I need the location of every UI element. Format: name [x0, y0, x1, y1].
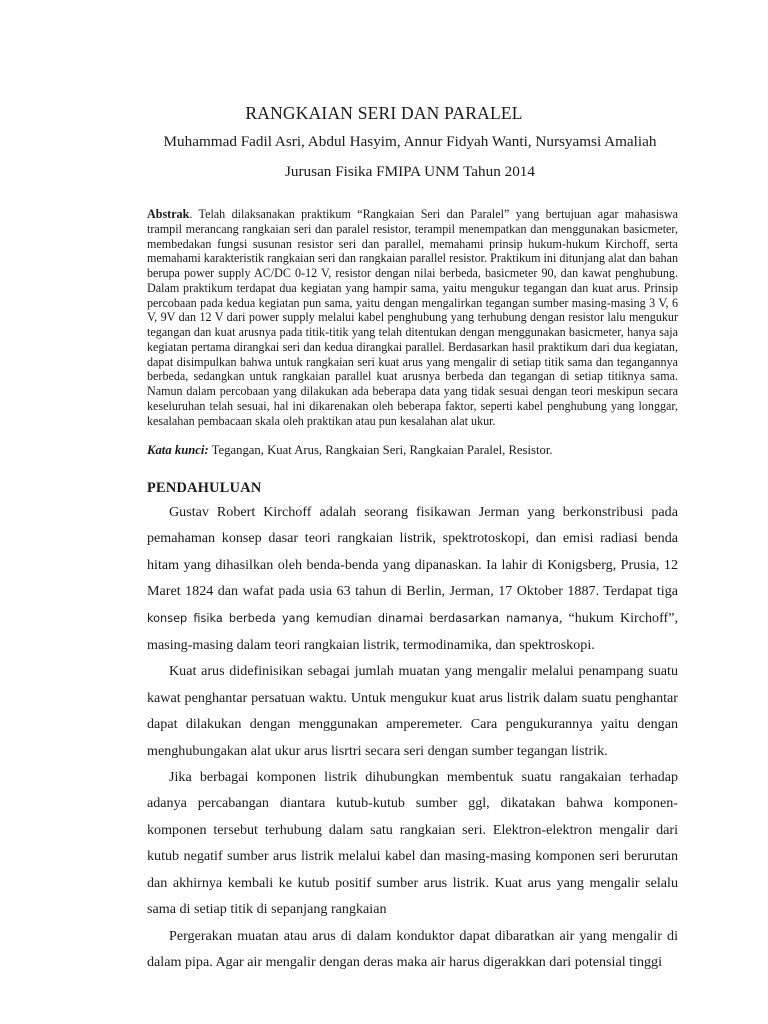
body-paragraph: Jika berbagai komponen listrik dihubungkan membentuk suatu rangakaian terhadap adanya percabangan diantara kutub-kutub sumber ggl, dikatakan bahwa komponen-komponen tersebut terhubung dalam satu rangkaian seri. Elektron-elektron mengalir dari kutub negatif sumber arus listrik melalui kabel dan masing-masing komponen seri berurutan dan akhirnya kembali ke kutub positif sumber arus listrik. Kuat arus yang mengalir selalu sama di setiap titik di sepanjang rangkaian — [147, 769, 678, 918]
body-paragraph: Kuat arus didefinisikan sebagai jumlah muatan yang mengalir melalui penampang suatu kawat penghantar persatuan waktu. Untuk mengukur kuat arus listrik dalam suatu penghantar dapat dilakukan dengan menggunakan amperemeter. Cara pengukurannya yaitu dengan menghubungakan alat ukur arus lisrtri secara seri dengan sumber tegangan listrik. — [147, 663, 678, 759]
paragraph-text: , “hukum Kirchoff”, masing-masing dalam teori rangkaian listrik, termodinamika, dan spektroskopi. — [147, 609, 678, 654]
body-paragraph: Pergerakan muatan atau arus di dalam konduktor dapat dibaratkan air yang mengalir di dalam pipa. Agar air mengalir dengan deras maka air harus digerakkan dari potensial tinggi — [147, 927, 678, 970]
paper-authors: Muhammad Fadil Asri, Abdul Hasyim, Annur Fidyah Wanti, Nursyamsi Amaliah — [163, 133, 657, 150]
abstract-block — [147, 207, 678, 428]
section-heading: PENDAHULUAN — [147, 480, 262, 496]
paragraph-text: Gustav Robert Kirchoff adalah seorang fisikawan Jerman yang berkonstribusi pada pemahaman konsep dasar teori rangkaian listrik, spektrotoskopi, dan emisi radiasi benda hitam yang dihasilkan oleh benda-benda yang dipanaskan. Ia lahir di Konigsberg, Prusia, 12 Maret 1824 dan wafat pada usia 63 tahun di Berlin, Jerman, 17 Oktober 1887. Terdapat tiga — [147, 504, 678, 600]
keywords-label: Kata kunci: — [147, 443, 209, 457]
body-paragraph — [147, 499, 678, 658]
body-text — [147, 499, 678, 975]
abstract-text: . Telah dilaksanakan praktikum “Rangkaian Seri dan Paralel” yang bertujuan agar mahasiswa trampil merancang rangkaian seri dan paralel resistor, terampil menempatkan dan menggunakan basicmeter, membedakan fungsi susunan resistor seri dan parallel, memahami prinsip hukum-hukum Kirchoff, serta memahami karakteristik rangkaian seri dan rangkaian parallel resistor. Praktikum ini ditunjang alat dan bahan berupa power supply AC/DC 0-12 V, resistor dengan nilai berbeda, basicmeter 90, dan kawat penghubung. Dalam praktikum terdapat dua kegiatan yang hampir sama, yaitu mengukur tegangan dan kuat arus. Prinsip percobaan pada kedua kegiatan pun sama, yaitu dengan mengalirkan tegangan sumber masing-masing 3 V, 6 V, 9V dan 12 V dari power supply melalui kabel penghubung yang terhubung dengan resistor lalu mengukur tegangan dan kuat arusnya pada titik-titik yang telah ditentukan dengan menggunakan basicmeter, hanya saja kegiatan pertama dirangkai seri dan kedua dirangkai parallel. Berdasarkan hasil praktikum dari dua kegiatan, dapat disimpulkan bahwa untuk rangkaian seri kuat arus yang mengalir di setiap titik sama dan tegangannya berbeda, sedangkan untuk rangkaian parallel kuat arusnya berbeda dan tegangan di setiap titiknya sama. Namun dalam percobaan yang dilakukan ada beberapa data yang tidak sesuai dengan teori meskipun secara keseluruhan telah sesuai, hal ini dikarenakan oleh beberapa faktor, seperti kabel penghubung yang longgar, kesalahan pembacaan skala oleh praktikan atau pun kesalahan alat ukur. — [147, 207, 678, 428]
paper-title: RANGKAIAN SERI DAN PARALEL — [245, 103, 523, 123]
keywords-line — [147, 443, 687, 458]
abstract-label: Abstrak — [147, 207, 190, 221]
keywords-text: Tegangan, Kuat Arus, Rangkaian Seri, Rangkaian Paralel, Resistor. — [208, 443, 553, 457]
paragraph-text: konsep fisika berbeda yang kemudian dinamai berdasarkan namanya — [147, 611, 559, 625]
paper-affiliation: Jurusan Fisika FMIPA UNM Tahun 2014 — [285, 163, 535, 180]
